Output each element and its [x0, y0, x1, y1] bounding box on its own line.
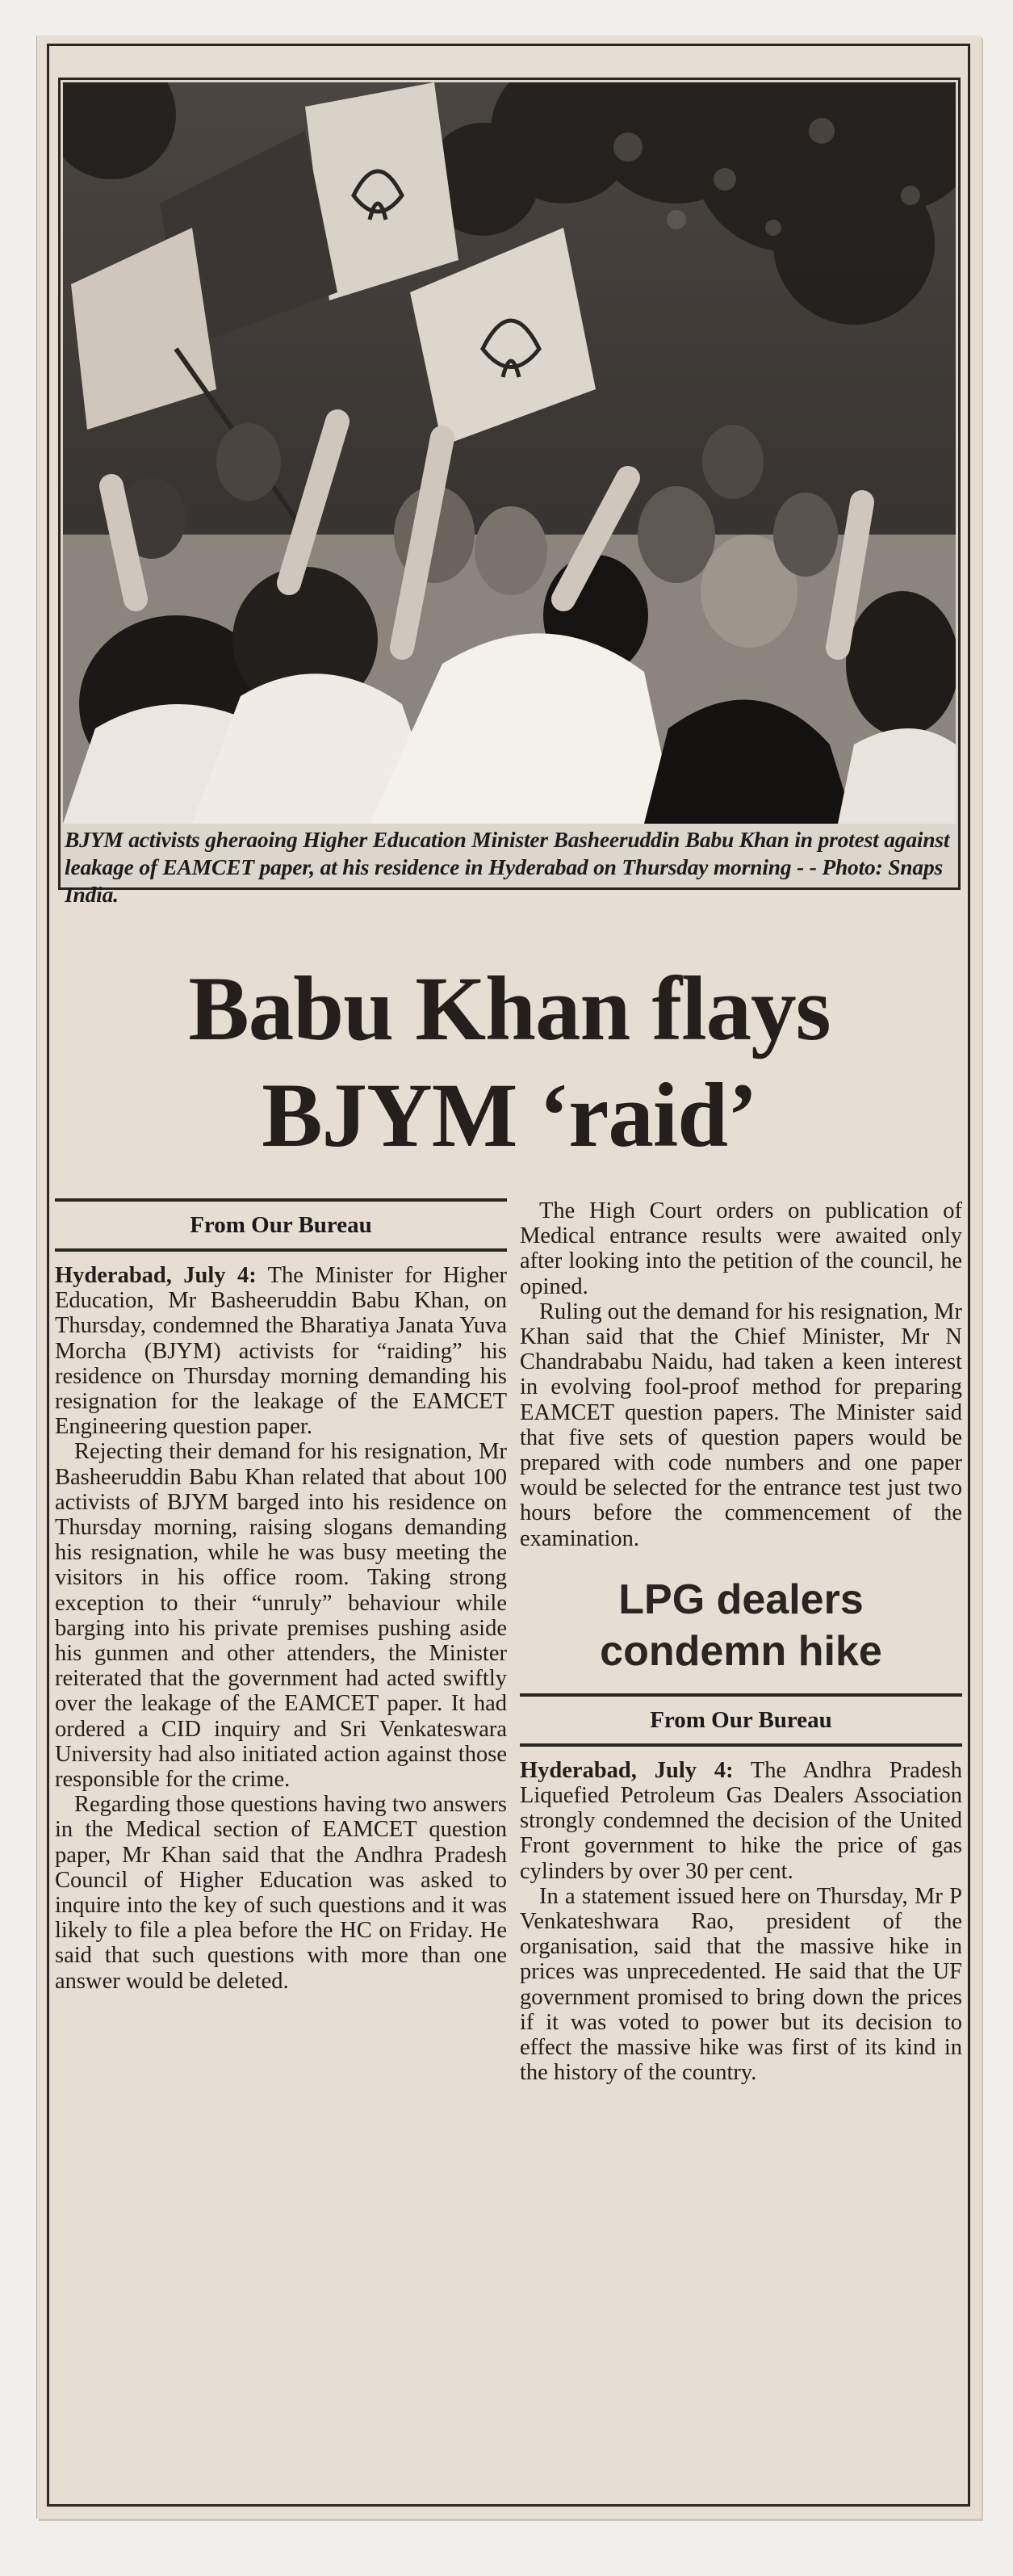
paragraph-1-text: The Minister for Higher Education, Mr Basheeruddin Babu Khan, on Thursday, condemned the Bharatiya Janata Yuva Morcha (BJYM) activists for “raiding” his residence on Thursday morning demanding his resignation for the leakage of the EAMCET Engineering question paper. — [55, 1263, 507, 1440]
headline-line-2: BJYM ‘raid’ — [262, 1065, 757, 1166]
news-photo-frame — [58, 78, 961, 907]
news-photo — [63, 82, 956, 824]
paragraph-2: Rejecting their demand for his resignation, Mr Basheeruddin Babu Khan related that about 100 activists of BJYM barged into his residence on Thursday morning, raising slogans demanding his resignation, while he was busy meeting the visitors in his office room. Taking strong exception to their “unruly” behaviour while barging into his private premises pushing aside his gunmen and other attenders, the Minister reiterated that the government had acted swiftly over the leakage of the EAMCET paper. It had ordered a CID inquiry and Sri Venkateswara University had also initiated action against those responsible for the crime. — [55, 1439, 507, 1793]
second-byline: From Our Bureau — [520, 1693, 962, 1747]
main-article-continued — [520, 1198, 962, 1551]
second-paragraph-1-text: The Andhra Pradesh Liquefied Petroleum Gas Dealers Association strongly condemned the decision of the United Front government to hike the price of gas cylinders by over 30 per cent. — [520, 1757, 962, 1884]
main-article-body — [55, 1263, 507, 1994]
main-byline: From Our Bureau — [55, 1198, 507, 1252]
right-column — [520, 1198, 962, 2085]
second-headline-line-1: LPG dealers — [618, 1575, 864, 1623]
second-article-body — [520, 1758, 962, 2086]
main-headline — [37, 956, 982, 1169]
second-headline-line-2: condemn hike — [600, 1627, 882, 1675]
paragraph-1 — [55, 1263, 507, 1439]
second-paragraph-2: In a statement issued here on Thursday, Mr P Venkateshwara Rao, president of the organisation, said that the massive hike in prices was unprecedented. He said that the UF government promised to bring down the prices if it was voted to power but its decision to effect the massive hike was first of its kind in the history of the country. — [520, 1883, 962, 2086]
dateline: Hyderabad, July 4: — [55, 1263, 257, 1288]
second-dateline: Hyderabad, July 4: — [520, 1757, 734, 1783]
photo-caption: BJYM activists gheraoing Higher Education Minister Basheeruddin Babu Khan in protest against leakage of EAMCET paper, at his residence in Hyderabad on Thursday morning - - Photo: Snaps India. — [65, 827, 950, 907]
headline-line-1: Babu Khan flays — [188, 959, 831, 1059]
paragraph-3: Regarding those questions having two answers in the Medical section of EAMCET question paper, Mr Khan said that the Andhra Pradesh Council of Higher Education was asked to inquire into the key of such questions and it was likely to file a plea before the HC on Friday. He said that such questions with more than one answer would be deleted. — [55, 1792, 507, 1994]
crowd-photo-illustration — [63, 82, 956, 824]
second-paragraph-1 — [520, 1758, 962, 1884]
left-column — [55, 1198, 507, 1994]
newspaper-clipping — [37, 36, 982, 2519]
second-headline — [520, 1574, 962, 1677]
paragraph-4: The High Court orders on publication of Medical entrance results were awaited only after looking into the petition of the council, he opined. — [520, 1198, 962, 1299]
paragraph-5: Ruling out the demand for his resignation, Mr Khan said that the Chief Minister, Mr N Chandrababu Naidu, had taken a keen interest in evolving fool-proof method for preparing EAMCET question papers. The Minister said that five sets of question papers would be prepared with code numbers and one paper would be selected for the entrance test just two hours before the commencement of the examination. — [520, 1298, 963, 1551]
